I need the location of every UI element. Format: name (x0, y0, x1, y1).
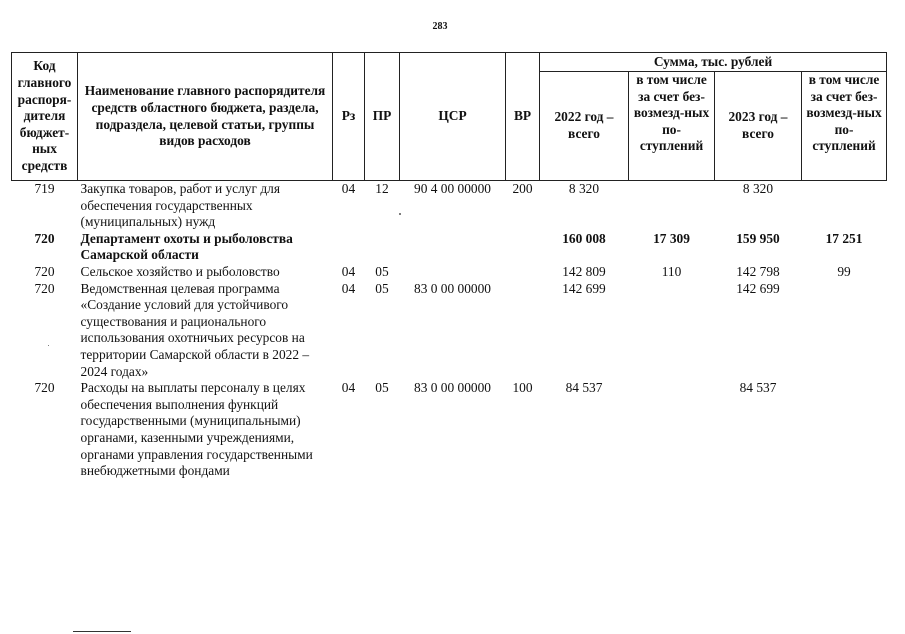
cell-csr: 83 0 00 00000 (414, 380, 491, 396)
cell-vr (506, 264, 540, 281)
cell-csr (400, 231, 506, 264)
cell-csr (400, 264, 506, 281)
scan-speck (399, 213, 401, 215)
table-row (12, 231, 887, 264)
cell-name: Расходы на выплаты персоналу в целях обеспечения выполнения функций государственными (муниципальными) органами, казенными учреждениями, органами управления государственными внебюджетными фондами (80, 380, 313, 479)
cell-code: 720 (34, 230, 55, 246)
cell-2022-incl (629, 281, 715, 381)
scan-speck (48, 345, 49, 346)
cell-vr: 200 (512, 181, 533, 196)
header-sum-group: Сумма, тыс. рублей (540, 53, 887, 72)
cell-vr (506, 231, 540, 264)
cell-2023-incl (802, 380, 887, 480)
budget-table (11, 52, 887, 480)
cell-2022-total: 8 320 (568, 181, 600, 196)
cell-csr: 83 0 00 00000 (414, 280, 491, 296)
cell-name: Сельское хозяйство и рыболовство (80, 263, 280, 279)
cell-name: Департамент охоты и рыболовства Самарской области (80, 230, 293, 263)
table-body (12, 181, 887, 480)
cell-2023-total: 159 950 (736, 230, 780, 246)
cell-name: Ведомственная целевая программа «Создание условий для устойчивого существования и рационального использования охотничьих ресурсов на территории Самарской области в 2022 – 2024 годах» (80, 280, 310, 379)
cell-rz: 04 (341, 263, 356, 279)
cell-2023-incl (802, 281, 887, 381)
cell-2022-incl: 17 309 (653, 230, 690, 246)
header-2022-incl: в том числе за счет без-возмезд-ных по-ступлений (629, 72, 715, 181)
header-name: Наименование главного распорядителя средств областного бюджета, раздела, подраздела, целевой статьи, группы видов расходов (78, 53, 333, 181)
header-2023-total: 2023 год – всего (715, 72, 802, 181)
table-row (12, 181, 887, 231)
cell-2023-incl: 99 (837, 263, 851, 279)
cell-pr (365, 231, 400, 264)
header-csr: ЦСР (400, 53, 506, 181)
header-2023-incl: в том числе за счет без-возмезд-ных по-ступлений (802, 72, 887, 181)
header-code: Код главного распоря-дителя бюджет-ных средств (12, 53, 78, 181)
header-2022-total: 2022 год – всего (540, 72, 629, 181)
cell-code: 720 (34, 280, 55, 296)
cell-name: Закупка товаров, работ и услуг для обеспечения государственных (муниципальных) нужд (80, 181, 280, 230)
header-vr: ВР (506, 53, 540, 181)
cell-2023-total: 142 699 (736, 280, 780, 296)
cell-2022-total: 84 537 (565, 380, 603, 396)
cell-pr: 05 (375, 280, 389, 296)
cell-rz: 04 (341, 181, 356, 196)
header-pr: ПР (365, 53, 400, 181)
page-number: 283 (432, 21, 448, 32)
cell-2023-incl: 17 251 (825, 230, 863, 246)
cell-code: 720 (34, 380, 55, 396)
cell-2023-total: 142 798 (736, 263, 780, 279)
header-rz: Рз (333, 53, 365, 181)
cell-2022-total: 142 699 (562, 280, 606, 296)
cell-pr: 05 (375, 263, 389, 279)
cell-rz (333, 231, 365, 264)
cell-2022-incl (629, 181, 715, 231)
cell-code: 719 (34, 181, 55, 196)
cell-2023-incl (802, 181, 887, 231)
table-row (12, 380, 887, 480)
cell-pr: 05 (375, 380, 389, 396)
table-row (12, 281, 887, 381)
table-row (12, 264, 887, 281)
table-header (12, 53, 887, 181)
cell-2023-total: 84 537 (739, 380, 777, 396)
cell-vr (506, 281, 540, 381)
cell-rz: 04 (341, 280, 356, 296)
cell-2022-incl (629, 380, 715, 480)
cell-vr: 100 (512, 380, 533, 396)
cell-code: 720 (34, 263, 55, 279)
footnote-separator (73, 631, 131, 632)
cell-pr: 12 (375, 181, 389, 196)
cell-2022-incl: 110 (661, 263, 682, 279)
cell-2022-total: 160 008 (562, 230, 606, 246)
cell-2022-total: 142 809 (562, 263, 606, 279)
cell-2023-total: 8 320 (742, 181, 774, 196)
cell-rz: 04 (341, 380, 356, 396)
cell-csr: 90 4 00 00000 (414, 181, 491, 196)
